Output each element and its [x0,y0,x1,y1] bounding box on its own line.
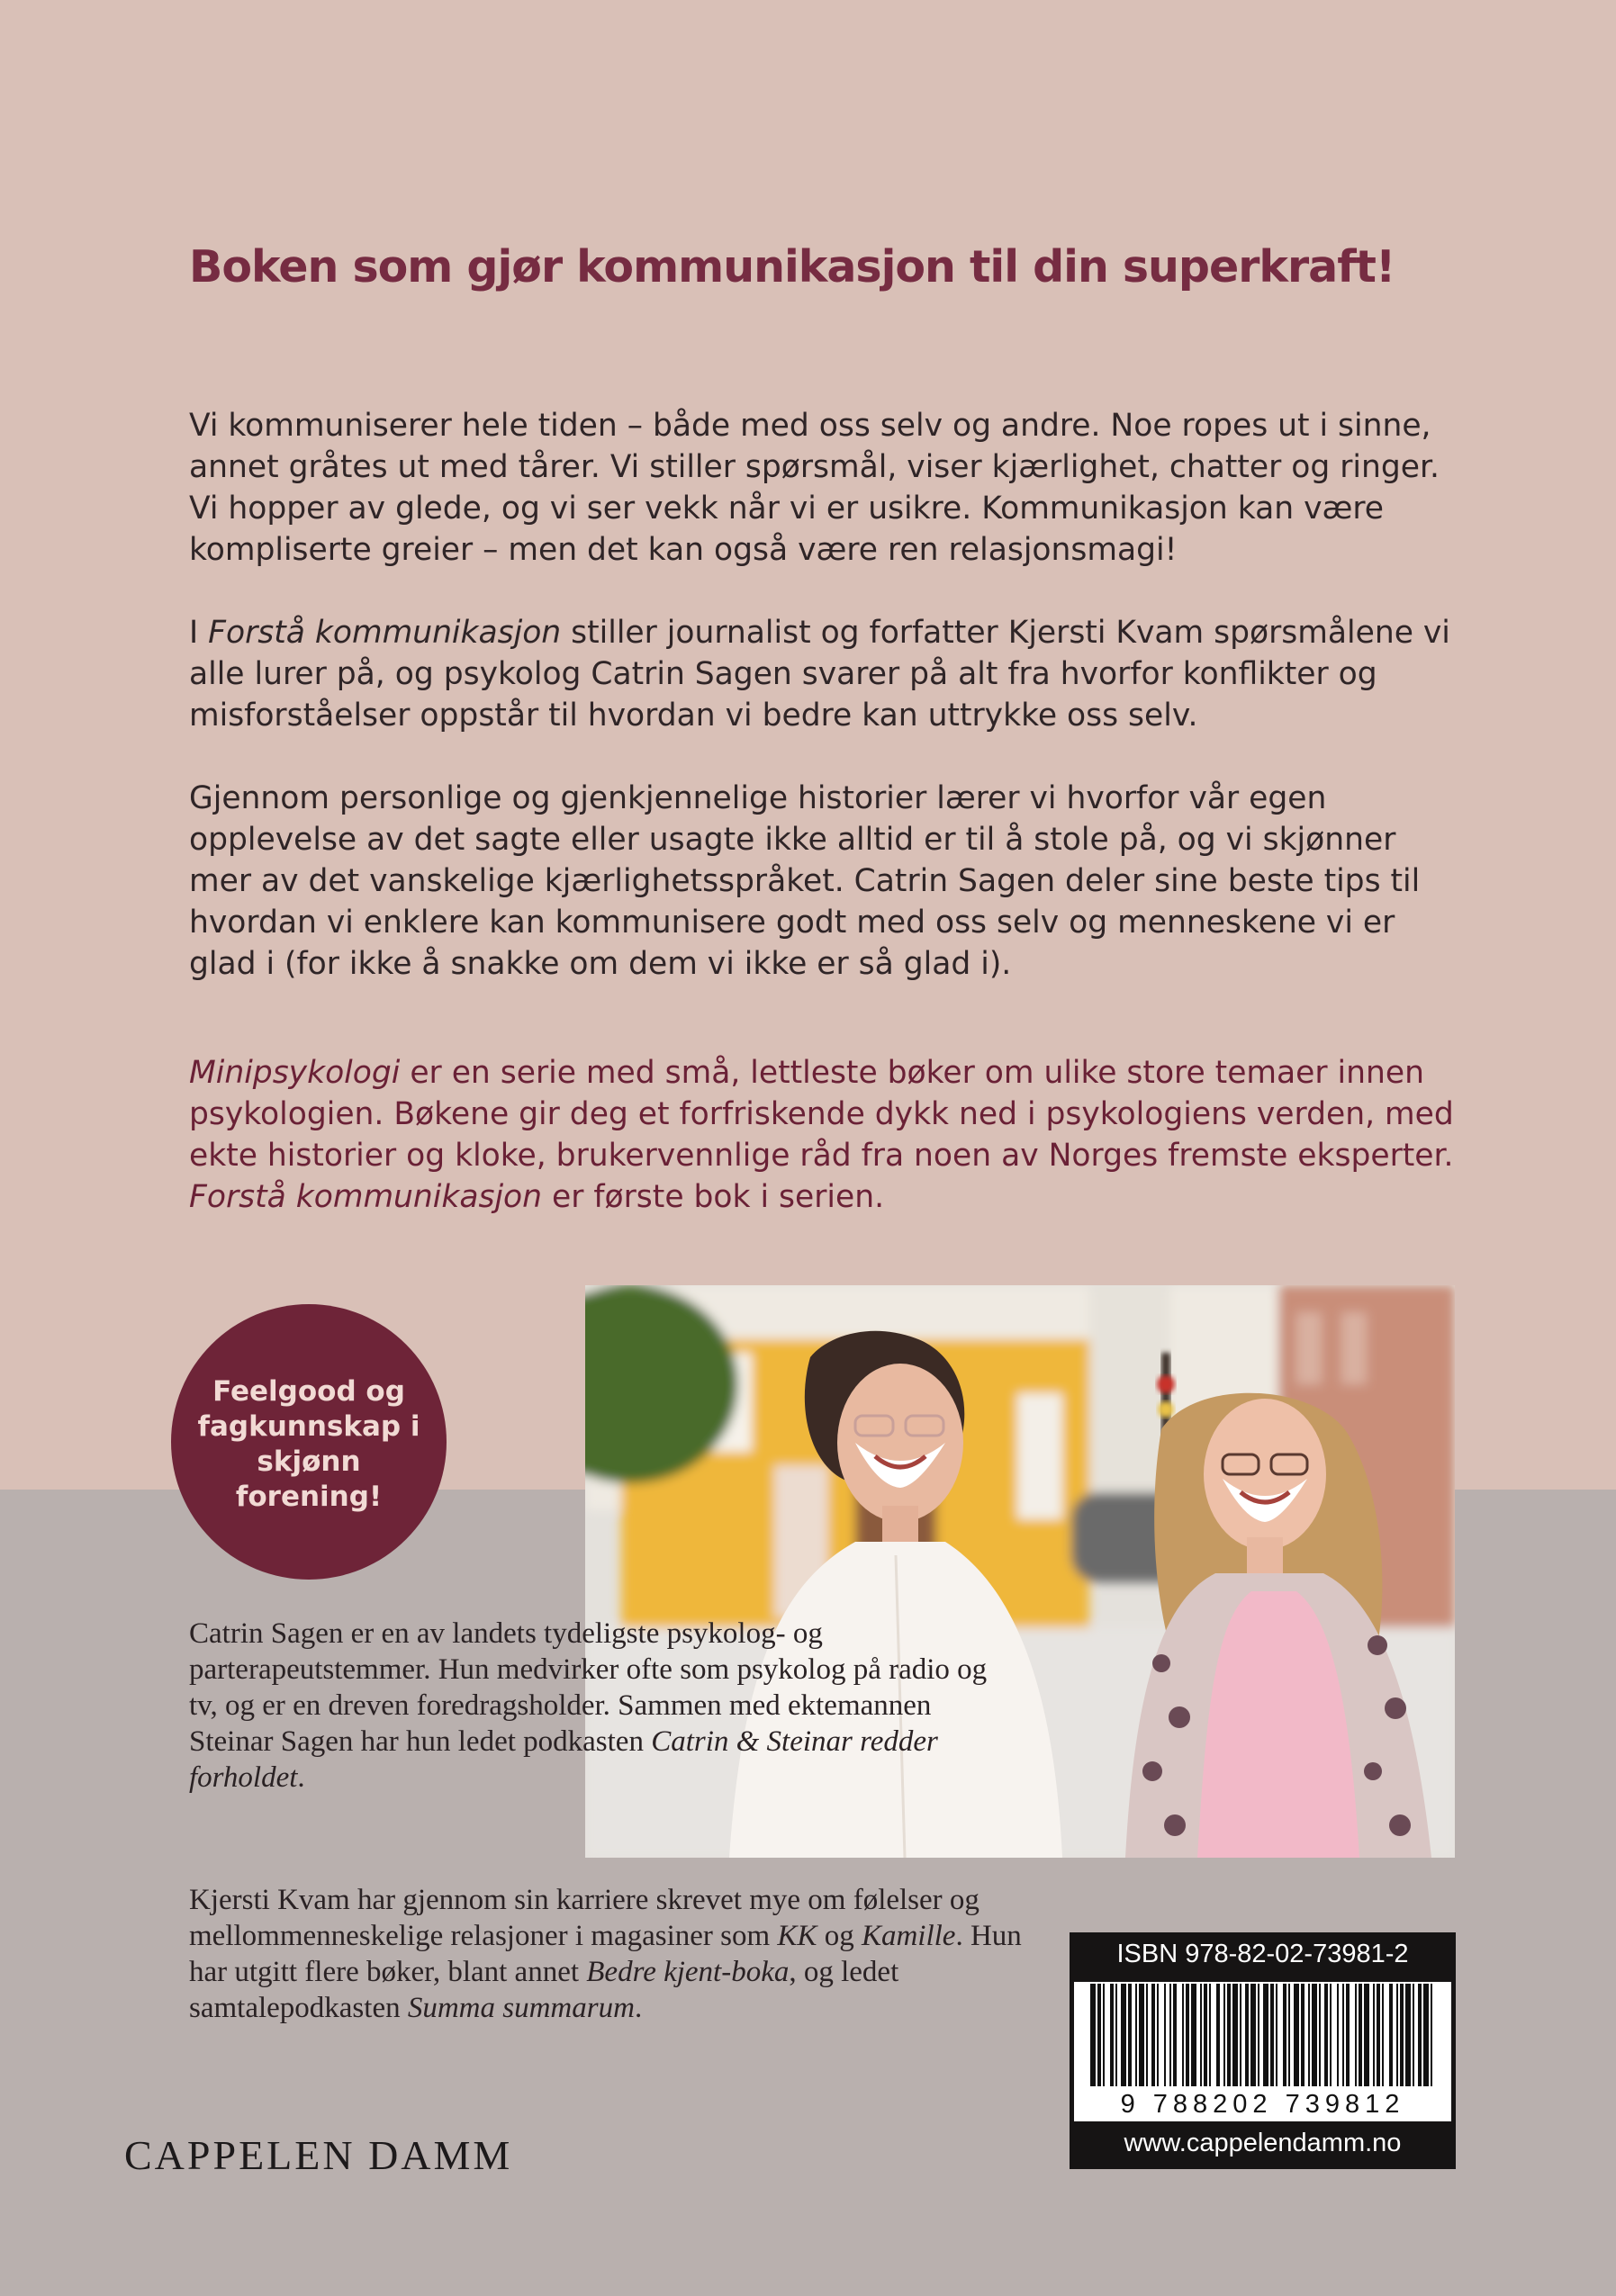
barcode-bar [1359,1984,1362,2086]
bio-kjersti-podcast: Summa summarum [407,1992,635,2024]
bio-kjersti-t4: , og ledet samtalepodkasten [189,1956,899,2024]
series-book-title: Forstå kommunikasjon [189,1179,543,1215]
barcode-bar [1288,1984,1290,2086]
barcode-bar [1182,1984,1184,2086]
barcode-bar [1135,1984,1137,2086]
barcode-bar [1276,1984,1277,2086]
bio-kjersti-mag1: KK [777,1920,817,1952]
barcode-bar [1413,1984,1414,2086]
series-text-1: er en serie med små, lettleste bøker om ulike store temaer innen psykologien. Bøkene gir deg et forfriskende dykk ned i psykologiens verden, med ekte historier og kloke, brukervennlige råd fra noen av Norges fremste eksperter. [189,1055,1454,1174]
barcode-bar [1103,1984,1105,2086]
barcode-bar [1312,1984,1317,2086]
barcode-bar [1240,1984,1241,2086]
barcode-bar [1364,1984,1369,2086]
barcode-bar [1258,1984,1259,2086]
badge-text: Feelgood og fagkunnskap i skjønn forening! [197,1375,420,1513]
series-name: Minipsykologi [189,1055,401,1091]
barcode-bar [1139,1984,1144,2086]
isbn-barcode-block [1070,1932,1456,2169]
publisher-logo: CAPPELEN DAMM [124,2132,513,2178]
barcode-bar [1216,1984,1220,2086]
intro-paragraph-3: Gjennom personlige og gjenkjennelige historier lærer vi hvorfor vår egen opplevelse av det sagte eller usagte ikke alltid er til å stole på, og vi skjønner mer av det vanskelige kjærlighetsspråket. Catrin Sagen deler sine beste tips til hvordan vi enklere kan kommunisere godt med oss selv og menneskene vi er glad i (for ikke å snakke om dem vi ikke er så glad i). [189,780,1421,982]
intro-paragraph-1: Vi kommuniserer hele tiden – både med oss selv og andre. Noe ropes ut i sinne, annet gråtes ut med tårer. Vi stiller spørsmål, viser kjærlighet, chatter og ringer. Vi hopper av glede, og vi ser vekk når vi er usikre. Kommunikasjon kan være kompliserte greier – men det kan også være ren relasjonsmagi! [189,408,1440,568]
barcode-bar [1396,1984,1398,2086]
barcode-bar [1418,1984,1422,2086]
barcode-bar [1346,1984,1350,2086]
barcode-bar [1250,1984,1256,2086]
barcode-digits: 9 788202 739812 [1120,2090,1405,2119]
barcode-bar [1128,1984,1132,2086]
series-paragraph [189,1052,1467,1218]
barcode-bar [1377,1984,1380,2086]
barcode-bar [1227,1984,1231,2086]
publisher-website: www.cappelendamm.no [1124,2129,1402,2157]
feelgood-badge [171,1304,447,1580]
barcode-bar [1263,1984,1268,2086]
barcode-bar [1157,1984,1159,2086]
barcode-bar [1186,1984,1189,2086]
barcode-bar [1191,1984,1196,2086]
barcode-bar [1400,1984,1404,2086]
intro-p2-rest: stiller journalist og forfatter Kjersti Kvam spørsmålene vi alle lurer på, og psykolog Catrin Sagen svarer på alt fra hvorfor konflikter og misforståelser oppstår til hvordan vi bedre kan uttrykke oss selv. [189,615,1450,734]
bio-kjersti-t5: . [634,1992,643,2024]
barcode-bar [1169,1984,1171,2086]
bio-kjersti-kvam [189,1882,1053,2026]
barcode-bar [1382,1984,1384,2086]
barcode-bar [1319,1984,1321,2086]
intro-p2-prefix: I [189,615,209,651]
book-title: Forstå kommunikasjon [208,615,562,651]
barcode-bar [1337,1984,1339,2086]
barcode-bar [1431,1984,1432,2086]
barcode-bar [1115,1984,1117,2086]
barcode-bars [1090,1984,1435,2086]
barcode-bar [1173,1984,1177,2086]
barcode-bar [1355,1984,1357,2086]
barcode-bar [1301,1984,1305,2086]
barcode-bar [1294,1984,1299,2086]
bio-kjersti-book: Bedre kjent-boka [586,1956,790,1988]
barcode-bar [1373,1984,1375,2086]
barcode-bar [1389,1984,1393,2086]
bio-catrin-podcast: Catrin & Steinar redder forholdet [189,1725,938,1794]
barcode-bar [1121,1984,1126,2086]
barcode-bar [1330,1984,1332,2086]
barcode-bar [1151,1984,1155,2086]
barcode-bar [1342,1984,1344,2086]
barcode-bar [1090,1984,1096,2086]
barcode-bar [1324,1984,1328,2086]
barcode [1074,1982,1451,2121]
barcode-bar [1283,1984,1286,2086]
barcode-bar [1245,1984,1249,2086]
barcode-bar [1308,1984,1310,2086]
isbn-label: ISBN 978-82-02-73981-2 [1116,1940,1409,1968]
barcode-bar [1110,1984,1114,2086]
series-text-2: er første bok i serien. [542,1179,885,1215]
barcode-bar [1423,1984,1429,2086]
barcode-bar [1204,1984,1207,2086]
barcode-bar [1232,1984,1238,2086]
barcode-bar [1164,1984,1166,2086]
bio-kjersti-mag2: Kamille [861,1920,956,1952]
barcode-bar [1097,1984,1101,2086]
headline: Boken som gjør kommunikasjon til din superkraft! [189,241,1395,293]
barcode-bar [1405,1984,1411,2086]
barcode-bar [1200,1984,1202,2086]
bio-catrin-sagen [189,1616,999,1796]
bio-kjersti-t3: . Hun har utgitt flere bøker, blant annet [189,1920,1022,1988]
barcode-bar [1209,1984,1211,2086]
barcode-bar [1146,1984,1148,2086]
barcode-bar [1223,1984,1225,2086]
bio-kjersti-t1: Kjersti Kvam har gjennom sin karriere skrevet mye om følelser og mellommenneskelige relasjoner i magasiner som [189,1884,980,1952]
bio-catrin-end: . [297,1761,305,1794]
intro-paragraph-2 [189,612,1467,736]
bio-catrin-text: Catrin Sagen er en av landets tydeligste psykolog- og parterapeutstemmer. Hun medvirker ofte som psykolog på radio og tv, og er en dreven foredragsholder. Sammen med ektemannen Steinar Sagen har hun ledet podkasten [189,1617,988,1758]
bio-kjersti-t2: og [817,1920,862,1952]
barcode-bar [1270,1984,1274,2086]
